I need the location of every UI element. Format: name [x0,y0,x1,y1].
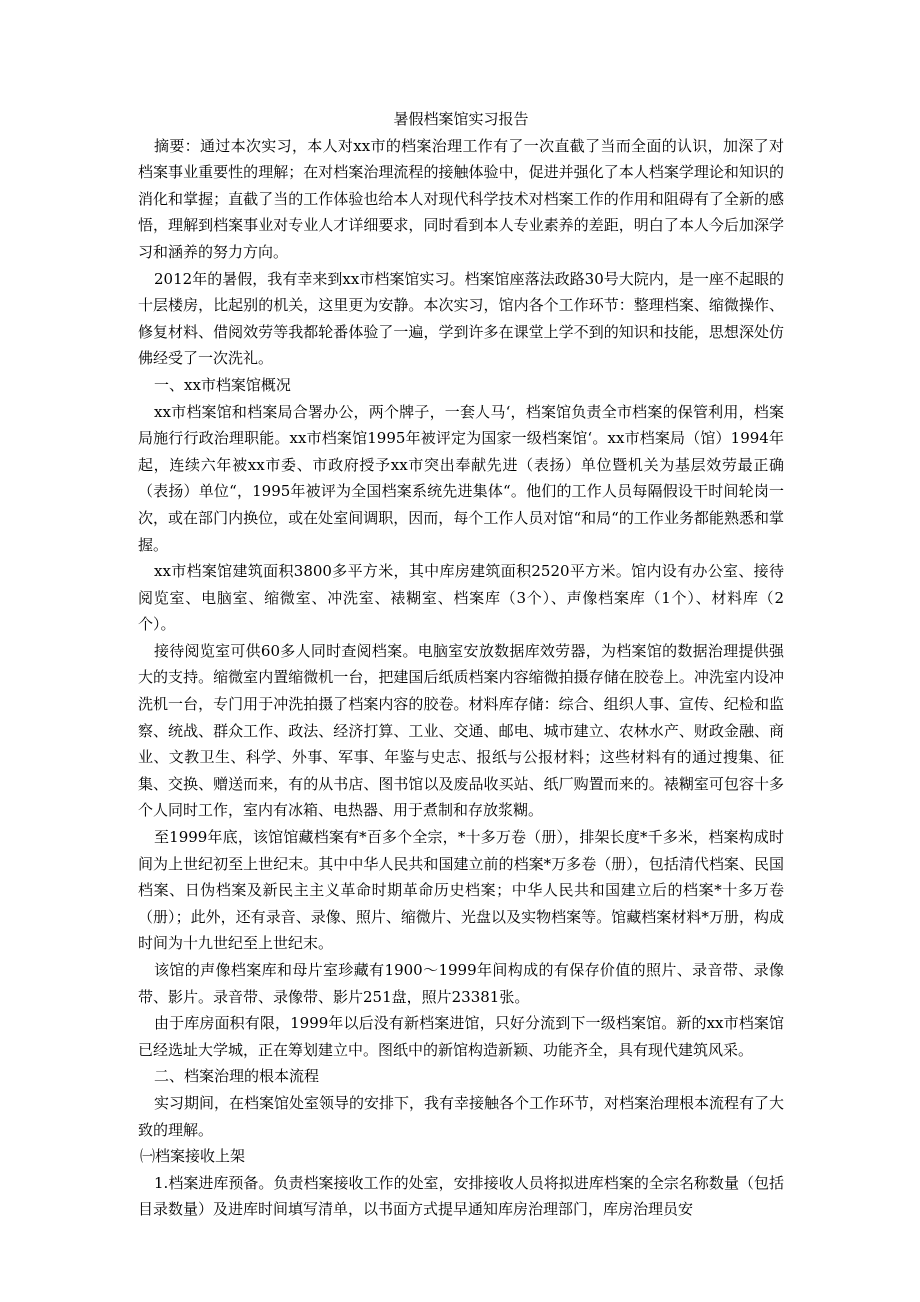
document-title: 暑假档案馆实习报告 [393,110,529,128]
section-heading-process: 二、档案治理的根本流程 [154,1067,320,1086]
overview-paragraph-4: 至1999年底，该馆馆藏档案有*百多个全宗，*十多万卷（册），排架长度*千多米，档案构成时间为上世纪初至上世纪末。其中中华人民共和国建立前的档案*万多卷（册），包括清代档案、民国档案、日伪档案及新民主主义革命时期革命历史档案；中华人民共和国建立后的档案*十多万卷（册）；此外，还有录音、录像、照片、缩微片、光盘以及实物档案等。馆藏档案材料*万册，构成时间为十九世纪至上世纪末。 [138,828,784,953]
overview-paragraph-5: 该馆的声像档案库和母片室珍藏有1900～1999年间构成的有保存价值的照片、录音带、录像带、影片。录音带、录像带、影片251盘，照片23381张。 [138,961,784,1006]
overview-paragraph-2: xx市档案馆建筑面积3800多平方米，其中库房建筑面积2520平方米。馆内设有办公室、接待阅览室、电脑室、缩微室、冲洗室、裱糊室、档案库（3个）、声像档案库（1个）、材料库（2个）。 [138,562,784,634]
abstract-paragraph: 摘要：通过本次实习，本人对xx市的档案治理工作有了一次直截了当而全面的认识，加深了对档案事业重要性的理解；在对档案治理流程的接触体验中，促进并强化了本人档案学理论和知识的消化和掌握；直截了当的工作体验也给本人对现代科学技术对档案工作的作用和阻碍有了全新的感悟，理解到档案事业对专业人才详细要求，同时看到本人专业素养的差距，明白了本人今后加深学习和涵养的努力方向。 [138,136,784,261]
document-body [138,106,784,1223]
overview-paragraph-6: 由于库房面积有限，1999年以后没有新档案进馆，只好分流到下一级档案馆。新的xx市档案馆已经选址大学城，正在筹划建立中。图纸中的新馆构造新颖、功能齐全，具有现代建筑风采。 [138,1014,784,1059]
subheading-archive-receiving: ㈠档案接收上架 [140,1147,246,1166]
intro-paragraph: 2012年的暑假，我有幸来到xx市档案馆实习。档案馆座落法政路30号大院内，是一座不起眼的十层楼房，比起别的机关，这里更为安静。本次实习，馆内各个工作环节：整理档案、缩微操作、修复材料、借阅效劳等我都轮番体验了一遍，学到许多在课堂上学不到的知识和技能，思想深处仿佛经受了一次洗礼。 [138,269,784,368]
overview-paragraph-3: 接待阅览室可供60多人同时查阅档案。电脑室安放数据库效劳器，为档案馆的数据治理提供强大的支持。缩微室内置缩微机一台，把建国后纸质档案内容缩微拍摄存储在胶卷上。冲洗室内设冲洗机一台，专门用于冲洗拍摄了档案内容的胶卷。材料库存储：综合、组织人事、宣传、纪检和监察、统战、群众工作、政法、经济打算、工业、交通、邮电、城市建立、农林水产、财政金融、商业、文教卫生、科学、外事、军事、年鉴与史志、报纸与公报材料；这些材料有的通过搜集、征集、交换、赠送而来，有的从书店、图书馆以及废品收买站、纸厂购置而来的。裱糊室可包容十多个人同时工作，室内有冰箱、电热器、用于煮制和存放浆糊。 [138,641,784,820]
overview-paragraph-1: xx市档案馆和档案局合署办公，两个牌子，一套人马‘，档案馆负责全市档案的保管利用，档案局施行行政治理职能。xx市档案馆1995年被评定为国家一级档案馆‘。xx市档案局（馆）1994年起，连续六年被xx市委、市政府授予xx市突出奉献先进（表扬）单位暨机关为基层效劳最正确（表扬）单位“，1995年被评为全国档案系统先进集体“。他们的工作人员每隔假设干时间轮岗一次，或在部门内换位，或在处室间调职，因而，每个工作人员对馆“和局“的工作业务都能熟悉和掌握。 [138,402,784,554]
process-paragraph-1: 实习期间，在档案馆处室领导的安排下，我有幸接触各个工作环节，对档案治理根本流程有了大致的理解。 [138,1093,785,1139]
process-paragraph-2: 1.档案进库预备。负责档案接收工作的处室，安排接收人员将拟进库档案的全宗名称数量（包括目录数量）及进库时间填写清单，以书面方式提早通知库房治理部门，库房治理员安 [138,1173,784,1219]
section-heading-overview: 一、xx市档案馆概况 [154,375,291,394]
